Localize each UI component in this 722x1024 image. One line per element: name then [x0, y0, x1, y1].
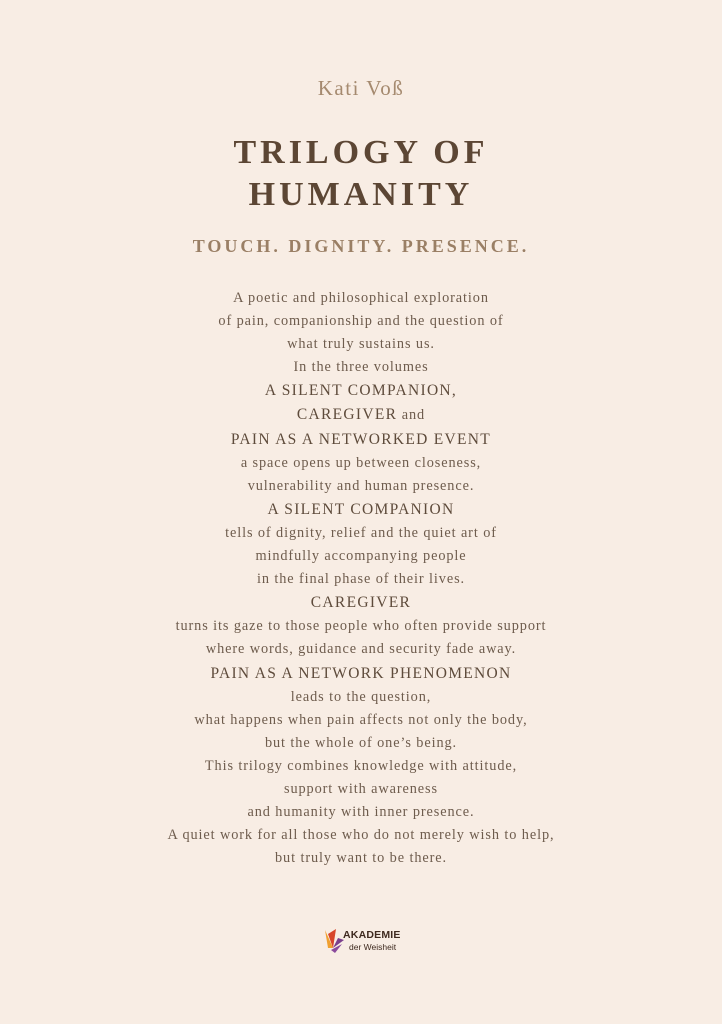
volume-title: A SILENT COMPANION — [267, 500, 455, 518]
blurb-line-text: vulnerability and human presence. — [247, 477, 475, 494]
blurb-line-text: but truly want to be there. — [275, 850, 447, 867]
blurb-line — [0, 356, 722, 379]
blurb-line — [0, 824, 722, 847]
blurb-line — [0, 709, 722, 732]
blurb-line — [0, 591, 722, 615]
blurb-line — [0, 310, 722, 333]
publisher-logo — [322, 926, 412, 958]
blurb-line — [0, 498, 722, 522]
blurb-line — [0, 428, 722, 452]
blurb-line-text: what happens when pain affects not only the body, — [194, 711, 528, 728]
blurb-line — [0, 568, 722, 591]
blurb-line — [0, 475, 722, 498]
blurb-line — [0, 452, 722, 475]
author-name: Kati Voß — [317, 76, 405, 100]
publisher-logo-subtitle: der Weisheit — [349, 942, 397, 952]
blurb-line-text: a space opens up between closeness, — [240, 454, 482, 471]
blurb-line — [0, 638, 722, 661]
blurb-line — [0, 615, 722, 638]
blurb-line-text: A poetic and philosophical exploration — [233, 290, 489, 306]
book-title — [0, 132, 722, 216]
blurb-line-text: This trilogy combines knowledge with attitude, — [204, 757, 518, 774]
blurb-line — [0, 333, 722, 356]
blurb-line-text: and humanity with inner presence. — [247, 804, 475, 821]
blurb-line-text: In the three volumes — [293, 359, 429, 376]
blurb-line-text: tells of dignity, relief and the quiet art of — [225, 524, 497, 541]
volume-title: CAREGIVER — [310, 594, 412, 612]
blurb-line-text: mindfully accompanying people — [255, 548, 467, 565]
blurb-line-text: of pain, companionship and the question of — [218, 313, 504, 330]
blurb-line-text: where words, guidance and security fade away. — [205, 641, 517, 658]
blurb-line — [0, 801, 722, 824]
blurb-line-text: support with awareness — [283, 780, 438, 797]
book-title-line-1: TRILOGY OF — [233, 134, 489, 171]
book-subtitle: TOUCH. DIGNITY. PRESENCE. — [192, 236, 530, 256]
volume-title: PAIN AS A NETWORK PHENOMENON — [210, 664, 512, 682]
volume-title: A SILENT COMPANION, — [264, 382, 458, 400]
blurb-line — [0, 545, 722, 568]
blurb-line — [0, 732, 722, 755]
blurb-line — [0, 662, 722, 686]
blurb-line-text: in the final phase of their lives. — [256, 571, 466, 588]
blurb-line — [0, 686, 722, 709]
blurb-line — [0, 287, 722, 310]
blurb-line-text: A quiet work for all those who do not merely wish to help, — [167, 827, 555, 844]
blurb-line-text: but the whole of one’s being. — [264, 734, 458, 751]
book-title-line-2: HUMANITY — [248, 176, 474, 213]
blurb-line — [0, 778, 722, 801]
blurb-line — [0, 379, 722, 403]
volume-title: CAREGIVER — [296, 406, 398, 424]
blurb-line-text: what truly sustains us. — [287, 336, 435, 353]
blurb-line-suffix: and — [397, 407, 426, 424]
blurb-line-text: turns its gaze to those people who often provide support — [175, 618, 547, 635]
blurb-line — [0, 403, 722, 427]
blurb-line — [0, 522, 722, 545]
blurb-line — [0, 755, 722, 778]
publisher-logo-name: AKADEMIE — [343, 929, 401, 941]
volume-title: PAIN AS A NETWORKED EVENT — [230, 430, 492, 448]
blurb-line — [0, 847, 722, 870]
blurb-line-text: leads to the question, — [290, 688, 432, 705]
blurb-text — [0, 287, 722, 870]
